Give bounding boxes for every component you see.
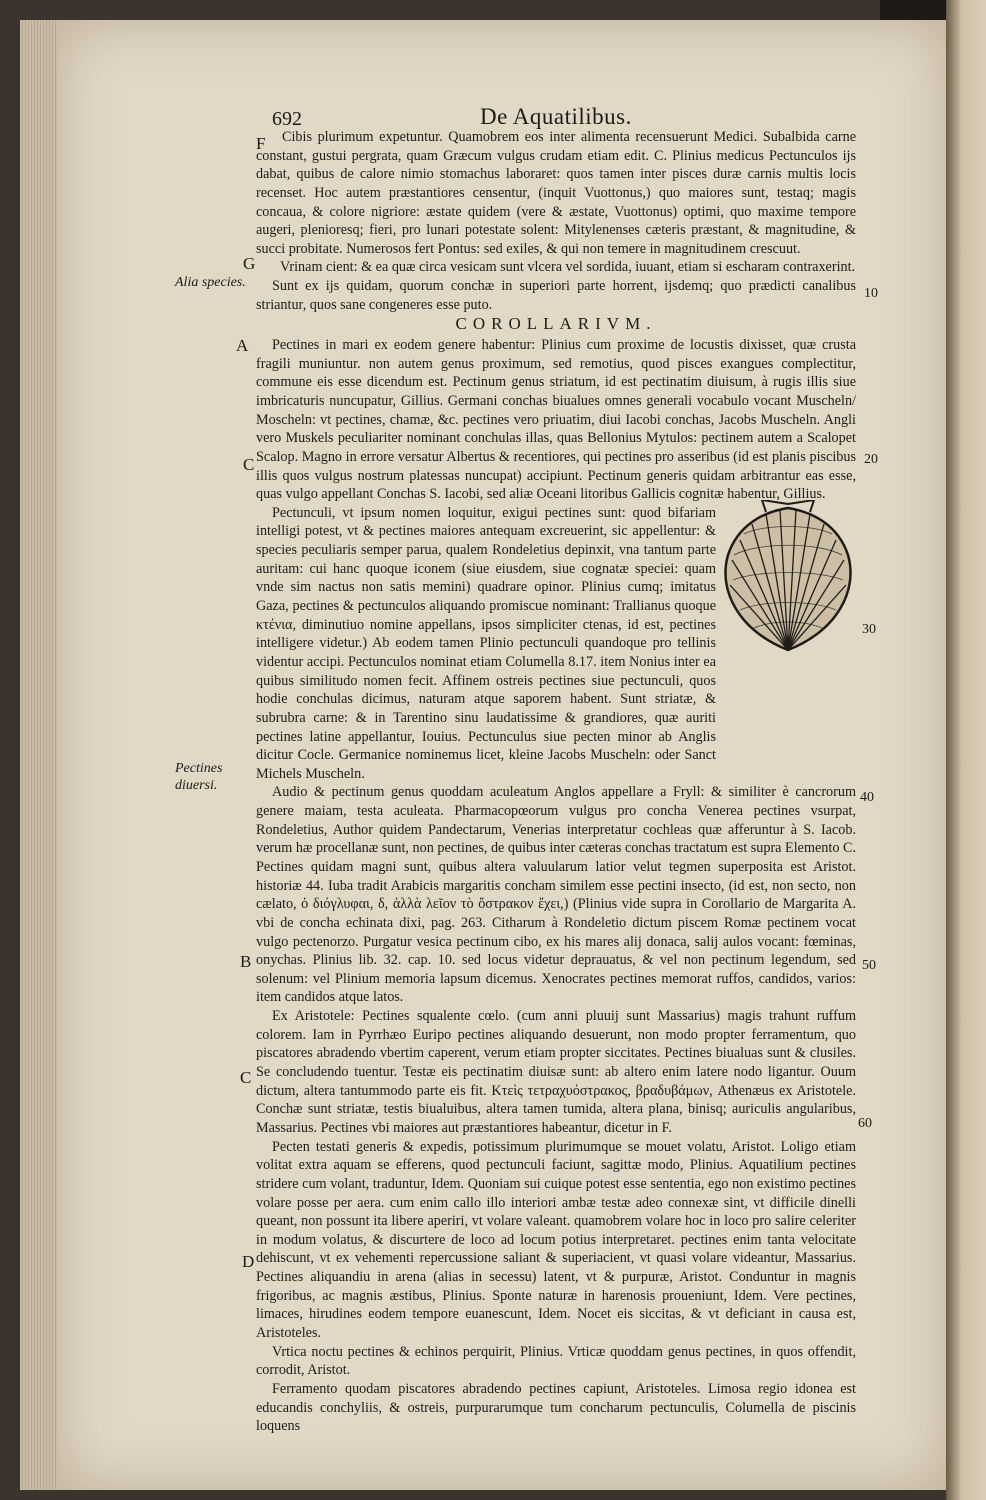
margin-letter: F	[256, 134, 266, 153]
section-heading: COROLLARIVM.	[455, 314, 657, 334]
page-number: 692	[272, 108, 302, 130]
margin-letter: B	[240, 952, 252, 971]
running-title: De Aquatilibus.	[480, 104, 632, 129]
line-number: 60	[858, 1116, 872, 1131]
line-number: 20	[864, 452, 878, 467]
paragraph: Vrtica noctu pectines & echinos perquirit, Plinius. Vrticæ quoddam genus pectines, in quos offendit, corrodit, Aristot.	[256, 1343, 856, 1379]
line-number: 50	[862, 958, 876, 973]
paragraph: Ex Aristotele: Pectines squalente cœlo. (cum anni pluuij sunt Massarius) magis trahunt ruffum colorem. Iam in Pyrrhæo Euripo pectines aliquando desuerunt, non modo propter ferramentum, quo piscatores abradendo vbertim caperent, verum etiam propter siccitates. Pectines biualuas sunt & clusiles. Se concludendo tuentur. Testæ eis pectinatim diuisæ sunt: ab altero enim latere nodo ligantur. Ouum dictum, altera tantummodo parte eis fit. Κτεὶς τετραχυόστρακος, βραδυβάμων, Athenæus ex Aristotele. Conchæ sunt striatæ, testis biualuibus, altera tamen tumida, altera plana, binisq; auriculis angularibus, Massarius. Pectines vbi maiores aut præstantiores habeantur, dicetur in F.	[256, 1008, 856, 1136]
margin-letter: D	[242, 1252, 255, 1271]
margin-note: Pectines diuersi.	[175, 761, 223, 793]
line-number: 40	[860, 790, 874, 805]
paragraph: Audio & pectinum genus quoddam aculeatum Anglos appellare a Fryll: & similiter è cancrorum genere maiam, testa aculeata. Pharmacopœorum vulgus pro concha Venerea pectines vsurpat, Rondeletius, Author quidem Pandectarum, Venerias interpretatur cochleas quæ afferuntur à S. Iacob. verum hæ procellanæ sunt, non pectines, de quibus inter cæteras conchas tractatum est supra Elemento C. Pectines quidam magni sunt, quibus altera valuularum latior velut tegmen superposita est Aristot. historiæ 44. Iuba tradit Arabicis margaritis concham similem esse pectini insecto, (id est, non secto, non cælato, ὁ διόγλυφαι, δ, ἀλλὰ λεῖον τὸ ὄστρακον ἔχει,) (Plinius vide supra in Corollario de Margarita A. vbi de concha echinata dixi, pag. 263. Citharum à Rondeletio dictum piscem Romæ pectinem vocat vulgo pectenorzo. Purgatur vesica pectinum cibo, ex his mares alij donaca, salij aulos vocant: fœminas, onychas. Plinius lib. 32. cap. 10. sed locus videtur deprauatus, & vel non pectinum legendum, sed solenum: vel Plinium memoria lapsum dicemus. Xenocrates pectines memorat ruffos, candidos, varios: item candidos atque latos.	[256, 784, 856, 1006]
paragraph: Pectines in mari ex eodem genere habentur: Plinius cum proxime de locustis dixisset, quæ crusta fragili muniuntur. non autem genus proximum, sed remotius, quod pisces exangues complectitur, commune eis esse dicendum est. Pectinum genus striatum, id est pectinatim diuisum, à rugis illis siue imbricaturis nuncupatur, Gillius. Germani conchas biualues omnes generali vocabulo vocant Muscheln/ Moscheln: vt pectines, chamæ, &c. pectines vero priuatim, diui Iacobi conchas, Jacobs Muscheln. Angli vero Muskels peculiariter nominant conchulas illas, quas Bellonius Mytulos: pectinem autem a Scalopet Scalop. Magno in errore versatur Albertus & recentiores, qui pectines pro asseribus (id est planis piscibus illis quos vulgus nostrum platessas nuncupat) accipiunt. Pectinum generis quidam arbitrantur eas esse, quas vulgo appellant Conchas S. Iacobi, sed aliæ Oceani litoribus Gallicis cognitæ habentur, Gillius.	[256, 337, 856, 503]
margin-note: Alia species.	[175, 275, 246, 290]
paragraph: Vrinam cient: & ea quæ circa vesicam sunt vlcera vel sordida, iuuant, etiam si escharam contraxerint.	[280, 259, 856, 276]
paragraph: Cibis plurimum expetuntur. Quamobrem eos inter alimenta recensuerunt Medici. Subalbida carne constant, gustui pergrata, quam Græcum vulgus crudam etiam edit. C. Plinius medicus Pectunculos ijs dabat, quibus de calore nimio stomachus laboraret: quos tamen inter pisces duræ carnis multis locis recenset. Hoc autem præstantiores censentur, (inquit Vuottonus,) quo maiores sunt, testaq; magis concaua, & colore nigriore: æstate quidem (vere & æstate, Vuottonus) optimi, quo maxime tempore augeri, plenioresq; fieri, pro lunari potestate solent: Mitylenenses cæteris præstant, & magnitudine, & succi probitate. Numerosos fert Pontus: sed exiles, & qui non temere in magnitudinem crescuut.	[256, 129, 856, 257]
margin-letter: C	[240, 1068, 252, 1087]
margin-letter: A	[236, 336, 249, 355]
line-number: 30	[862, 622, 876, 637]
margin-letter: C	[243, 455, 255, 474]
paragraph: Pectunculi, vt ipsum nomen loquitur, exigui pectines sunt: quod bifariam intelligi potest, vt & pectines maiores antequam excreuerint, sic appellentur: & species peculiaris semper parua, qualem Rondeletius depinxit, vna tantum parte auritam: cui hanc quoque iconem (siue eiusdem, siue cognatæ speciei: quam vnde sim nactus non satis memini) quadrare opinor. Plinius cumq; imitatus Gaza, pectines & pectunculos aliquando promiscue nominant: Trallianus quoque κτένια, diminutiuo nomine appellans, ipsos simpliciter ctenas, id est, pectines intelligere videtur.) Ab eodem tamen Plinio pectunculi quandoque pro tellinis videntur accipi. Pectunculos nominat etiam Columella 8.17. item Nonius inter ea quibus similitudo nomen fecit. Affinem ostreis pectines siue pectunculi, quos hodie conchulas dicimus, naturam atque saporem habent. Sunt striatæ, & subrubra carne: & in Tarentino sinu laudatissime & grandiores, quæ auriti pectines latine appellantur, Iouius. Pectunculus siue pecten minor ab Anglis dicitur Cocle. Germanice nominemus licet, kleine Jacobs Muscheln: oder Sanct Michels Muscheln.	[256, 504, 716, 782]
paragraph: Ferramento quodam piscatores abradendo pectines capiunt, Aristoteles. Limosa regio idonea est educandis conchyliis, & ostreis, purpurarumque tum concharum pectunculis, Columella de piscinis loquens	[256, 1380, 856, 1435]
book-gutter	[946, 0, 986, 1500]
paragraph: Sunt ex ijs quidam, quorum conchæ in superiori parte horrent, ijsdemq; quo prædicti canalibus striantur, quos sane congeneres esse puto.	[256, 278, 856, 313]
paragraph: Pecten testati generis & expedis, potissimum plurimumque se mouet volatu, Aristot. Loligo etiam volitat extra aquam se efferens, quod pectunculi faciunt, sagittæ modo, Plinius. Aquatilium pectines stridere cum volant, traduntur, Idem. Quoniam sui cuique potest esse sententia, ego non existimo pectines volare posse per aera. cum enim callo illo interiori ambæ testæ adeo connexæ sint, vt difficile dinelli queant, non possunt ita libere aperiri, vt volare valeant. quamobrem volare hoc in loco pro salire celeriter in modum volatus, & discurtere de loco ad locum potius interpretaret. pectines enim tanta velocitate dehiscunt, vt ex vehementi repercussione saliant & superiacient, vt quasi volare videantur, Massarius. Pectines aliquandiu in arena (alias in secessu) latent, vt & purpuræ, Aristot. Conduntur in magnis frigoribus, ac magnis æstibus, Plinius. Sponte naturæ in harenosis proueniunt, Idem. Vere pectines, limaces, hirudines eodem tempore euanescunt, Idem. Nocet eis siccitas, & vt deficiant in causa est, Aristoteles.	[256, 1138, 856, 1341]
margin-letter: G	[243, 254, 256, 273]
line-number: 10	[864, 286, 878, 301]
page-edge	[20, 20, 60, 1490]
text-body	[256, 128, 856, 1436]
